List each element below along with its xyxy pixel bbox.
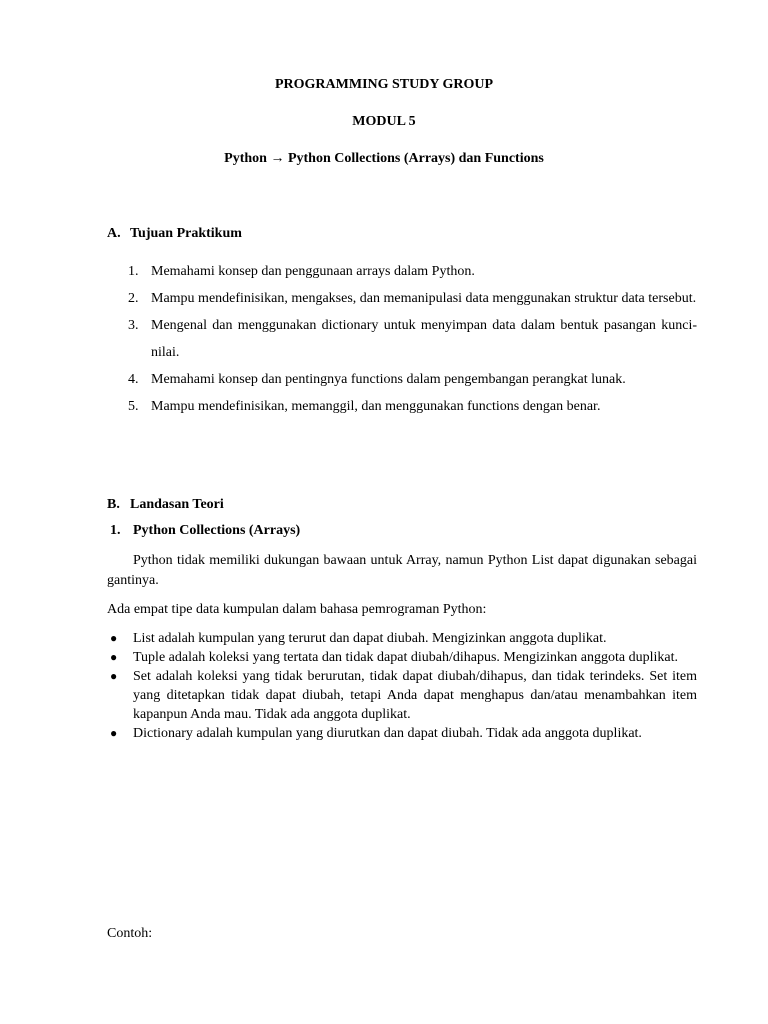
list-item-text: Dictionary adalah kumpulan yang diurutkan dan dapat diubah. Tidak ada anggota duplikat. (133, 726, 642, 741)
list-item-text: Mampu mendefinisikan, mengakses, dan memanipulasi data menggunakan struktur data tersebut. (151, 291, 697, 306)
list-item (107, 259, 697, 286)
list-item (107, 313, 697, 366)
list-item-text: Tuple adalah koleksi yang tertata dan tidak dapat diubah/dihapus. Mengizinkan anggota duplikat. (133, 650, 678, 665)
bullet-icon: ● (110, 650, 118, 664)
section-b-letter: B. (107, 497, 120, 512)
list-item-number: 3. (128, 318, 139, 333)
list-item (107, 667, 697, 724)
list-item-text: List adalah kumpulan yang terurut dan dapat diubah. Mengizinkan anggota duplikat. (133, 631, 607, 646)
paragraph: Python tidak memiliki dukungan bawaan untuk Array, namun Python List dapat digunakan sebagai gantinya. (107, 553, 697, 588)
list-item-number: 1. (128, 264, 139, 279)
objectives-list (107, 259, 697, 421)
section-b-title: Landasan Teori (130, 497, 224, 512)
list-item-number: 5. (128, 398, 139, 414)
list-item-text: Memahami konsep dan pentingnya functions dalam pengembangan perangkat lunak. (151, 371, 626, 387)
section-a-heading (107, 225, 242, 243)
bullet-icon: ● (110, 669, 118, 683)
collection-types-list (107, 629, 697, 743)
example-label: Contoh: (107, 926, 153, 941)
list-item-text: Mengenal dan menggunakan dictionary untuk menyimpan data dalam bentuk pasangan kunci-nilai. (151, 318, 697, 360)
subsection-heading (110, 522, 300, 540)
subsection-number: 1. (110, 523, 121, 538)
list-item (107, 724, 697, 743)
list-item (107, 629, 697, 648)
module-subtitle: Python → Python Collections (Arrays) dan Functions (224, 151, 544, 166)
section-a-letter: A. (107, 226, 121, 241)
list-item-number: 4. (128, 371, 139, 387)
paragraph: Ada empat tipe data kumpulan dalam bahasa pemrograman Python: (107, 602, 487, 617)
list-item (107, 286, 697, 313)
bullet-icon: ● (110, 631, 118, 645)
subsection-title: Python Collections (Arrays) (133, 523, 301, 538)
list-item (107, 648, 697, 667)
list-item-text: Set adalah koleksi yang tidak berurutan, tidak dapat diubah/dihapus, dan tidak terindeks. Set item yang ditetapkan tidak dapat diubah, tetapi Anda dapat menghapus dan/atau menambahkan item kapanpun Anda mau. Tidak ada anggota duplikat. (133, 669, 697, 722)
module-label: MODUL 5 (352, 114, 416, 129)
document-title: PROGRAMMING STUDY GROUP (274, 77, 494, 92)
bullet-icon: ● (110, 726, 118, 740)
section-b-heading (107, 496, 224, 514)
list-item-text: Mampu mendefinisikan, memanggil, dan menggunakan functions dengan benar. (151, 398, 601, 414)
list-item (107, 394, 697, 421)
section-a-title: Tujuan Praktikum (130, 226, 242, 241)
list-item (107, 367, 697, 394)
list-item-number: 2. (128, 291, 139, 306)
list-item-text: Memahami konsep dan penggunaan arrays dalam Python. (151, 264, 475, 279)
